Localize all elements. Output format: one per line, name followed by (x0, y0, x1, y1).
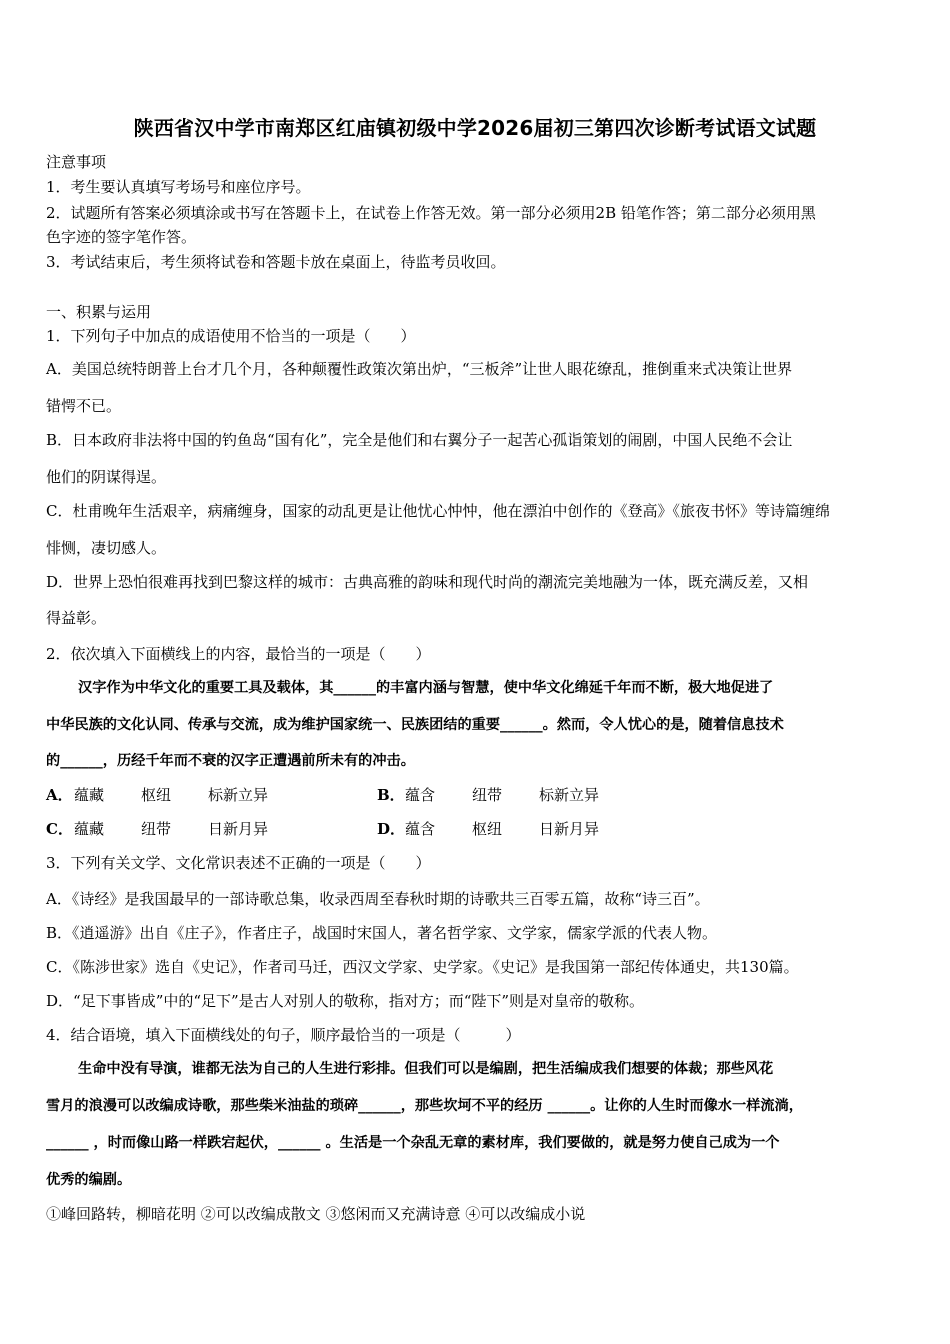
question-4-passage-line: 优秀的编剧。 (46, 1172, 132, 1188)
option-word: 蕴藏 (74, 820, 105, 838)
question-4-passage-line: 雪月的浪漫可以改编成诗歌，那些柴米油盐的琐碎______，那些坎坷不平的经历 ______。让你的人生时而像水一样流淌， (46, 1098, 803, 1114)
question-2-passage-line: 的______，历经千年而不衰的汉字正遭遇前所未有的冲击。 (46, 753, 415, 769)
option-word: 日新月异 (208, 820, 269, 838)
question-4-choices: ①峰回路转，柳暗花明 ②可以改编成散文 ③悠闲而又充满诗意 ④可以改编成小说 (46, 1205, 586, 1223)
notice-item: 色字迹的签字笔作答。 (46, 228, 197, 246)
question-3-option-d: D．“足下事皆成”中的“足下”是古人对别人的敬称，指对方；而“陛下”则是对皇帝的敬称。 (46, 992, 645, 1010)
question-1-option-b: B．日本政府非法将中国的钓鱼岛“国有化”，完全是他们和右翼分子一起苦心孤诣策划的闹剧，中国人民绝不会让 (46, 431, 793, 449)
option-word: 枢纽 (472, 820, 503, 838)
question-1-option-d-cont: 得益彰。 (46, 609, 107, 627)
option-letter: C． (46, 820, 73, 838)
question-4-passage-line: 生命中没有导演，谁都无法为自己的人生进行彩排。但我们可以是编剧，把生活编成我们想要的体裁；那些风花 (78, 1061, 774, 1077)
notice-item: 1．考生要认真填写考场号和座位序号。 (46, 178, 311, 196)
option-word: 标新立异 (208, 786, 269, 804)
section-heading: 一、积累与运用 (46, 303, 152, 321)
notice-item: 3．考试结束后，考生须将试卷和答题卡放在桌面上，待监考员收回。 (46, 253, 506, 271)
option-word: 蕴藏 (74, 786, 105, 804)
question-2-passage-line: 汉字作为中华文化的重要工具及载体，其______的丰富内涵与智慧，使中华文化绵延千年而不断，极大地促进了 (78, 680, 774, 696)
option-letter: D． (377, 820, 406, 838)
question-3-option-a: A．《诗经》是我国最早的一部诗歌总集，收录西周至春秋时期的诗歌共三百零五篇，故称“诗三百”。 (46, 890, 710, 908)
question-2-passage-line: 中华民族的文化认同、传承与交流，成为维护国家统一、民族团结的重要______。然而，令人忧心的是，随着信息技术 (46, 717, 784, 733)
question-1-option-c: C．杜甫晚年生活艰辛，病痛缠身，国家的动乱更是让他忧心忡忡，他在漂泊中创作的《登高》《旅夜书怀》等诗篇缠绵 (46, 502, 830, 520)
option-word: 枢纽 (141, 786, 172, 804)
notice-heading: 注意事项 (46, 153, 107, 171)
question-1-option-a-cont: 错愕不已。 (46, 397, 122, 415)
question-3-option-b: B．《逍遥游》出自《庄子》，作者庄子，战国时宋国人，著名哲学家、文学家，儒家学派的代表人物。 (46, 924, 718, 942)
question-1-option-a: A．美国总统特朗普上台才几个月，各种颠覆性政策次第出炉，“三板斧”让世人眼花缭乱，推倒重来式决策让世界 (46, 360, 793, 378)
exam-title: 陕西省汉中学市南郑区红庙镇初级中学2026届初三第四次诊断考试语文试题 (133, 116, 817, 140)
option-word: 标新立异 (539, 786, 600, 804)
option-word: 纽带 (141, 820, 172, 838)
question-1-option-d: D．世界上恐怕很难再找到巴黎这样的城市：古典高雅的韵味和现代时尚的潮流完美地融为一体，既充满反差，又相 (46, 573, 809, 591)
notice-item: 2．试题所有答案必须填涂或书写在答题卡上，在试卷上作答无效。第一部分必须用2B 铅笔作答；第二部分必须用黑 (46, 204, 816, 222)
option-letter: A． (46, 786, 73, 804)
question-4-passage-line: ______ ，时而像山路一样跌宕起伏，______ 。生活是一个杂乱无章的素材库，我们要做的，就是努力使自己成为一个 (46, 1135, 780, 1151)
option-word: 蕴含 (405, 820, 436, 838)
question-1-stem: 1．下列句子中加点的成语使用不恰当的一项是（ ） (46, 327, 416, 345)
question-4-stem: 4．结合语境，填入下面横线处的句子，顺序最恰当的一项是（ ） (46, 1026, 521, 1044)
option-word: 蕴含 (405, 786, 436, 804)
question-1-option-c-cont: 悱恻，凄切感人。 (46, 539, 167, 557)
question-1-option-b-cont: 他们的阴谋得逞。 (46, 468, 167, 486)
question-3-stem: 3．下列有关文学、文化常识表述不正确的一项是（ ） (46, 854, 431, 872)
option-word: 纽带 (472, 786, 503, 804)
question-3-option-c: C．《陈涉世家》选自《史记》，作者司马迁，西汉文学家、史学家。《史记》是我国第一部纪传体通史，共130篇。 (46, 958, 799, 976)
question-2-stem: 2．依次填入下面横线上的内容，最恰当的一项是（ ） (46, 645, 431, 663)
option-letter: B． (377, 786, 405, 804)
option-word: 日新月异 (539, 820, 600, 838)
